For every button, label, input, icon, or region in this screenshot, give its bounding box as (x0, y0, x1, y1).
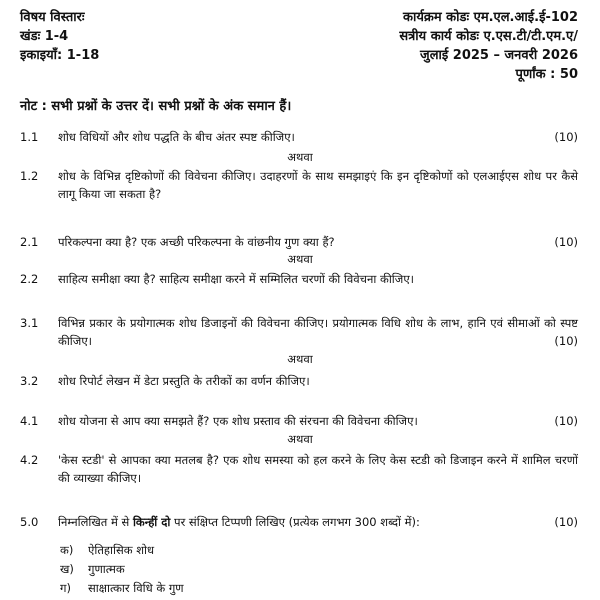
subject-coverage-label: विषय विस्तारः (20, 10, 85, 25)
sub-item-a (60, 541, 154, 559)
assignment-code: सत्रीय कार्य कोडः ए.एस.टी/टी.एम.ए/ (399, 29, 578, 44)
programme-details (399, 8, 578, 84)
question-marks: (10) (554, 334, 578, 348)
block-range: खंडः 1-4 (20, 29, 69, 44)
question-text: शोध विधियों और शोध पद्धति के बीच अंतर स्पष्ट कीजिए। (58, 130, 295, 144)
or-divider: अथवा (287, 150, 313, 164)
question-marks: (10) (554, 235, 578, 249)
sub-item-label: ख) (60, 562, 74, 576)
programme-code: कार्यक्रम कोडः एम.एल.आई.ई-102 (403, 10, 578, 25)
instructions-note: नोट : सभी प्रश्नों के उत्तर दें। सभी प्रश्नों के अंक समान हैं। (20, 99, 292, 114)
question-number: 3.2 (20, 374, 39, 388)
sub-item-text: साक्षात्कार विधि के गुण (88, 581, 184, 595)
question-marks: (10) (554, 414, 578, 428)
question-text: विभिन्न प्रकार के प्रयोगात्मक शोध डिजाइनों की विवेचना कीजिए। प्रयोगात्मक विधि शोध के लाभ, हानि एवं सीमाओं को स्पष्ट कीजिए। (58, 316, 578, 348)
question-text: शोध रिपोर्ट लेखन में डेटा प्रस्तुति के तरीकों का वर्णन कीजिए। (58, 374, 310, 388)
sub-item-text: ऐतिहासिक शोध (88, 543, 155, 557)
question-text: परिकल्पना क्या है? एक अच्छी परिकल्पना के वांछनीय गुण क्या हैं? (58, 235, 335, 249)
question-number: 1.2 (20, 169, 39, 183)
or-divider: अथवा (287, 432, 313, 446)
emphasis-any-two: किन्हीं दो (132, 515, 171, 529)
question-number: 5.0 (20, 515, 39, 529)
question-text: साहित्य समीक्षा क्या है? साहित्य समीक्षा करने में सम्मिलित चरणों की विवेचना कीजिए। (58, 272, 415, 286)
question-number: 2.1 (20, 235, 39, 249)
or-divider: अथवा (287, 252, 313, 266)
sub-item-c (60, 579, 184, 597)
max-marks: पूर्णांक : 50 (515, 67, 578, 82)
sub-item-label: ग) (60, 581, 71, 595)
question-text: 'केस स्टडी' से आपका क्या मतलब है? एक शोध समस्या को हल करने के लिए केस स्टडी को डिजाइन करने में शामिल चरणों की व्याख्या कीजिए। (58, 453, 578, 485)
question-number: 3.1 (20, 316, 39, 330)
question-marks: (10) (554, 130, 578, 144)
question-marks: (10) (554, 515, 578, 529)
sub-item-text: गुणात्मक (88, 562, 125, 576)
sub-item-b (60, 560, 125, 578)
subject-details (20, 8, 99, 65)
question-number: 4.2 (20, 453, 39, 467)
question-number: 4.1 (20, 414, 39, 428)
question-text: शोध के विभिन्न दृष्टिकोणों की विवेचना कीजिए। उदाहरणों के साथ समझाइएं कि इन दृष्टिकोणों को एलआईएस शोध पर कैसे लागू किया जा सकता है? (58, 169, 578, 201)
question-number: 1.1 (20, 130, 39, 144)
sub-item-label: क) (60, 543, 74, 557)
question-number: 2.2 (20, 272, 39, 286)
question-text: शोध योजना से आप क्या समझते हैं? एक शोध प्रस्ताव की संरचना की विवेचना कीजिए। (58, 414, 418, 428)
or-divider: अथवा (287, 352, 313, 366)
question-text: निम्नलिखित में से किन्हीं दो पर संक्षिप्त टिप्पणी लिखिए (प्रत्येक लगभग 300 शब्दों में): (58, 515, 420, 529)
unit-range: इकाइयाँ: 1-18 (20, 48, 100, 63)
session: जुलाई 2025 – जनवरी 2026 (420, 48, 578, 63)
